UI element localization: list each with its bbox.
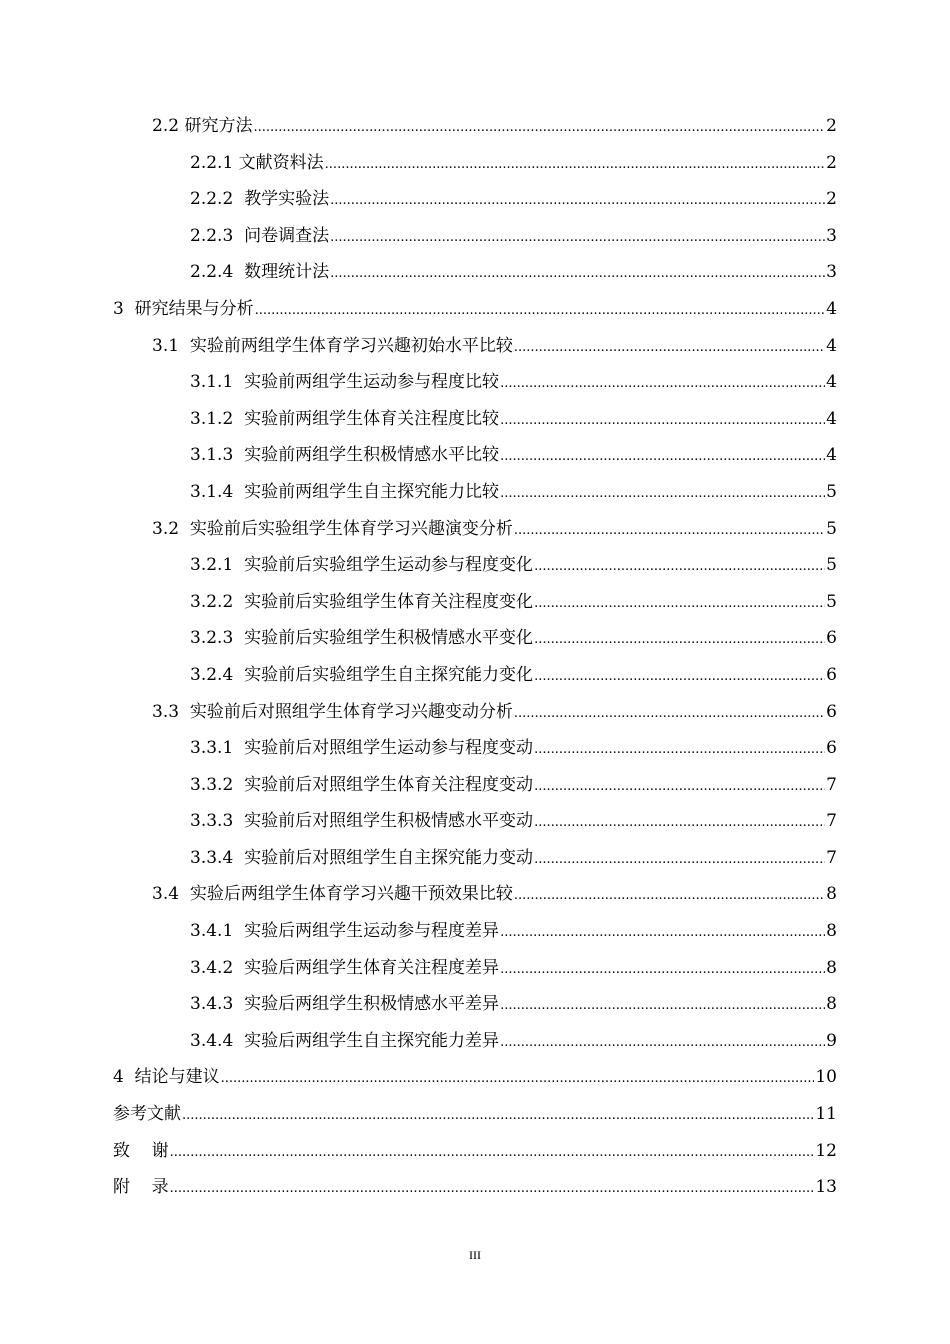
toc-entry-page-number: 5 — [826, 591, 837, 612]
toc-entry[interactable] — [0, 657, 950, 694]
toc-entry-page-number: 4 — [826, 408, 837, 429]
toc-entry-page-number: 7 — [826, 847, 837, 868]
toc-entry[interactable] — [0, 437, 950, 474]
toc-entry-title: 3.2.4 实验前后实验组学生自主探究能力变化 — [190, 664, 534, 685]
toc-entry[interactable] — [0, 145, 950, 182]
toc-entry-page-number: 2 — [826, 189, 837, 210]
toc-entry[interactable] — [0, 364, 950, 401]
toc-dot-leader — [170, 1135, 815, 1172]
toc-entry-page-number: 8 — [826, 884, 837, 905]
toc-entry-title: 3.1.1 实验前两组学生运动参与程度比较 — [190, 372, 500, 393]
toc-entry-page-number: 8 — [826, 957, 837, 978]
toc-entry-title: 3.3.2 实验前后对照组学生体育关注程度变动 — [190, 774, 534, 795]
table-of-contents — [0, 108, 950, 1206]
toc-entry-page-number: 5 — [826, 555, 837, 576]
toc-dot-leader — [500, 988, 825, 1025]
toc-entry[interactable] — [0, 108, 950, 145]
toc-entry-page-number: 4 — [826, 298, 837, 319]
toc-entry-title: 3.1.4 实验前两组学生自主探究能力比较 — [190, 481, 500, 502]
toc-entry-title: 3.4.4 实验后两组学生自主探究能力差异 — [190, 1030, 500, 1051]
toc-entry[interactable] — [0, 218, 950, 255]
toc-entry-page-number: 3 — [826, 225, 837, 246]
toc-entry-page-number: 6 — [826, 701, 837, 722]
toc-entry-title: 2.2.2 教学实验法 — [190, 189, 330, 210]
toc-dot-leader — [534, 622, 825, 659]
toc-entry[interactable] — [0, 328, 950, 365]
toc-entry-page-number: 3 — [826, 262, 837, 283]
toc-entry[interactable] — [0, 803, 950, 840]
toc-entry[interactable] — [0, 767, 950, 804]
toc-entry[interactable] — [0, 620, 950, 657]
toc-entry-title: 2.2.4 数理统计法 — [190, 262, 330, 283]
page-number: III — [469, 1248, 481, 1262]
toc-dot-leader — [500, 439, 825, 476]
toc-entry[interactable] — [0, 401, 950, 438]
toc-entry-title: 3.3 实验前后对照组学生体育学习兴趣变动分析 — [152, 701, 513, 722]
toc-entry-page-number: 4 — [826, 372, 837, 393]
toc-dot-leader — [534, 549, 825, 586]
toc-entry-title: 2.2.3 问卷调查法 — [190, 225, 330, 246]
toc-entry-page-number: 13 — [815, 1177, 837, 1198]
toc-dot-leader — [325, 147, 826, 184]
toc-entry-page-number: 2 — [826, 152, 837, 173]
toc-entry-page-number: 5 — [826, 481, 837, 502]
toc-entry-page-number: 9 — [826, 1030, 837, 1051]
toc-dot-leader — [514, 330, 825, 367]
toc-dot-leader — [534, 769, 825, 806]
toc-dot-leader — [500, 403, 825, 440]
toc-entry-title: 3.2 实验前后实验组学生体育学习兴趣演变分析 — [152, 518, 513, 539]
toc-entry-title: 3.4.3 实验后两组学生积极情感水平差异 — [190, 994, 500, 1015]
toc-dot-leader — [221, 1061, 815, 1098]
toc-entry[interactable] — [0, 584, 950, 621]
toc-entry[interactable] — [0, 547, 950, 584]
toc-entry[interactable] — [0, 291, 950, 328]
toc-dot-leader — [534, 732, 825, 769]
toc-entry-page-number: 8 — [826, 921, 837, 942]
toc-entry-title: 3.1.3 实验前两组学生积极情感水平比较 — [190, 445, 500, 466]
toc-entry[interactable] — [0, 986, 950, 1023]
toc-entry-page-number: 2 — [826, 116, 837, 136]
toc-dot-leader — [253, 110, 825, 147]
toc-dot-leader — [534, 805, 825, 842]
toc-dot-leader — [500, 476, 825, 513]
toc-entry-title: 3.3.3 实验前后对照组学生积极情感水平变动 — [190, 811, 534, 832]
toc-entry-title: 3.4.2 实验后两组学生体育关注程度差异 — [190, 957, 500, 978]
toc-entry-title: 3.3.4 实验前后对照组学生自主探究能力变动 — [190, 847, 534, 868]
toc-dot-leader — [330, 256, 825, 293]
toc-entry[interactable] — [0, 254, 950, 291]
toc-entry-title: 3.2.3 实验前后实验组学生积极情感水平变化 — [190, 628, 534, 649]
toc-entry[interactable] — [0, 511, 950, 548]
toc-entry[interactable] — [0, 876, 950, 913]
toc-entry-page-number: 6 — [826, 628, 837, 649]
toc-entry-title: 4 结论与建议 — [113, 1067, 220, 1088]
toc-dot-leader — [514, 513, 825, 550]
toc-dot-leader — [514, 696, 825, 733]
toc-entry-page-number: 8 — [826, 994, 837, 1015]
toc-dot-leader — [182, 1098, 814, 1135]
toc-dot-leader — [500, 915, 825, 952]
toc-entry-page-number: 7 — [826, 811, 837, 832]
toc-dot-leader — [330, 183, 825, 220]
toc-entry[interactable] — [0, 1169, 950, 1206]
toc-entry[interactable] — [0, 1096, 950, 1133]
toc-entry[interactable] — [0, 840, 950, 877]
toc-dot-leader — [514, 878, 825, 915]
toc-entry-title: 3.4 实验后两组学生体育学习兴趣干预效果比较 — [152, 884, 513, 905]
toc-entry-title: 3.3.1 实验前后对照组学生运动参与程度变动 — [190, 738, 534, 759]
toc-dot-leader — [534, 586, 825, 623]
toc-dot-leader — [500, 366, 825, 403]
toc-dot-leader — [170, 1171, 815, 1208]
toc-entry-title: 附 录 — [113, 1177, 169, 1198]
toc-dot-leader — [534, 659, 825, 696]
toc-dot-leader — [330, 220, 825, 257]
toc-entry-page-number: 10 — [815, 1067, 837, 1088]
toc-entry[interactable] — [0, 1023, 950, 1060]
toc-dot-leader — [500, 1025, 825, 1062]
toc-dot-leader — [534, 842, 825, 879]
toc-entry-page-number: 6 — [826, 738, 837, 759]
toc-entry-page-number: 12 — [815, 1140, 837, 1161]
toc-entry-page-number: 11 — [815, 1104, 837, 1125]
toc-entry-title: 3.1.2 实验前两组学生体育关注程度比较 — [190, 408, 500, 429]
toc-dot-leader — [255, 293, 826, 330]
toc-entry[interactable] — [0, 730, 950, 767]
toc-entry[interactable] — [0, 181, 950, 218]
toc-entry-page-number: 7 — [826, 774, 837, 795]
toc-entry[interactable] — [0, 950, 950, 987]
toc-entry[interactable] — [0, 913, 950, 950]
toc-entry-page-number: 6 — [826, 664, 837, 685]
toc-entry-page-number: 4 — [826, 335, 837, 356]
toc-entry-page-number: 5 — [826, 518, 837, 539]
toc-entry-page-number: 4 — [826, 445, 837, 466]
toc-entry-title: 2.2.1 文献资料法 — [190, 152, 324, 173]
toc-entry-title: 2.2 研究方法 — [152, 116, 253, 136]
toc-dot-leader — [500, 952, 825, 989]
toc-entry-title: 3.2.2 实验前后实验组学生体育关注程度变化 — [190, 591, 534, 612]
toc-entry-title: 3 研究结果与分析 — [113, 298, 254, 319]
toc-entry-title: 3.2.1 实验前后实验组学生运动参与程度变化 — [190, 555, 534, 576]
toc-entry-title: 参考文献 — [113, 1104, 181, 1125]
toc-entry[interactable] — [0, 1133, 950, 1170]
toc-entry[interactable] — [0, 694, 950, 731]
toc-entry-title: 3.1 实验前两组学生体育学习兴趣初始水平比较 — [152, 335, 513, 356]
toc-entry-title: 致 谢 — [113, 1140, 169, 1161]
toc-entry[interactable] — [0, 474, 950, 511]
toc-entry-title: 3.4.1 实验后两组学生运动参与程度差异 — [190, 921, 500, 942]
toc-entry[interactable] — [0, 1059, 950, 1096]
